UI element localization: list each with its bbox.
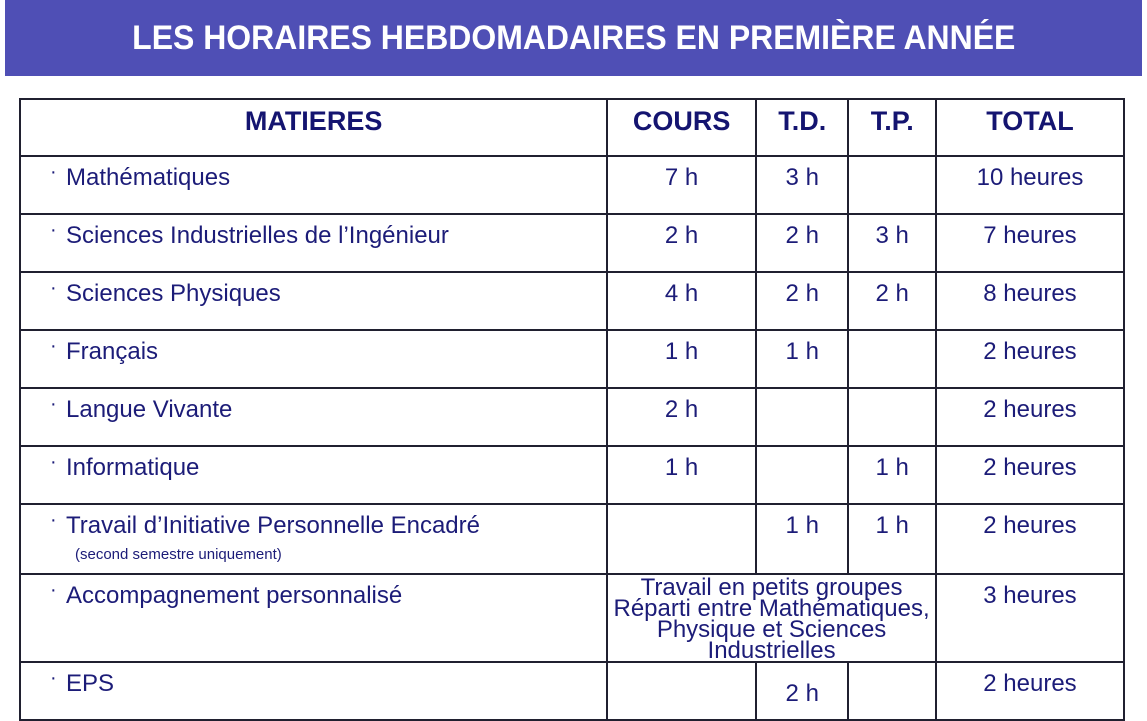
td-cell — [756, 446, 849, 504]
subject-cell — [20, 272, 607, 330]
subject-label: Langue Vivante — [66, 396, 233, 423]
bullet-mark: · — [50, 667, 57, 689]
total-cell: 10 heures — [936, 156, 1124, 214]
cours-cell: 1 h — [607, 330, 756, 388]
tp-cell — [848, 156, 935, 214]
total-cell: 2 heures — [936, 330, 1124, 388]
subject-cell — [20, 330, 607, 388]
bullet-mark: · — [50, 451, 57, 473]
group-work-note — [607, 574, 936, 662]
note-line: Travail en petits groupes — [640, 574, 903, 601]
schedule-table — [19, 98, 1125, 721]
cours-cell: 4 h — [607, 272, 756, 330]
tp-cell — [848, 662, 935, 720]
cours-cell: 7 h — [607, 156, 756, 214]
subject-label: Sciences Industrielles de l’Ingénieur — [66, 222, 449, 249]
subject-cell — [20, 504, 607, 574]
header-td: T.D. — [756, 99, 849, 156]
tp-cell: 3 h — [848, 214, 935, 272]
total-cell: 7 heures — [936, 214, 1124, 272]
subject-cell — [20, 156, 607, 214]
td-cell: 3 h — [756, 156, 849, 214]
subject-label: EPS — [66, 670, 115, 697]
table-row — [20, 446, 1124, 504]
td-cell: 1 h — [756, 330, 849, 388]
table-row — [20, 504, 1124, 574]
tp-cell: 1 h — [848, 446, 935, 504]
subject-cell — [20, 388, 607, 446]
bullet-mark: · — [50, 509, 57, 531]
header-cours: COURS — [607, 99, 756, 156]
subject-cell — [20, 574, 607, 662]
table-row — [20, 214, 1124, 272]
header-tp: T.P. — [848, 99, 935, 156]
bullet-mark: · — [50, 277, 57, 299]
total-cell: 2 heures — [936, 662, 1124, 720]
cours-cell — [607, 662, 756, 720]
bullet-mark: · — [50, 219, 57, 241]
total-cell: 2 heures — [936, 504, 1124, 574]
subject-label: Travail d’Initiative Personnelle Encadré — [66, 512, 480, 539]
cours-cell — [607, 504, 756, 574]
td-cell: 2 h — [756, 214, 849, 272]
table-row — [20, 272, 1124, 330]
page-title: LES HORAIRES HEBDOMADAIRES EN PREMIÈRE ANNÉE — [131, 18, 1016, 57]
title-banner — [5, 0, 1142, 76]
bullet-mark: · — [50, 335, 57, 357]
tp-cell: 1 h — [848, 504, 935, 574]
tp-cell — [848, 388, 935, 446]
td-cell: 1 h — [756, 504, 849, 574]
td-cell: 2 h — [756, 272, 849, 330]
td-cell — [756, 388, 849, 446]
td-cell — [756, 662, 849, 720]
total-cell: 2 heures — [936, 388, 1124, 446]
subject-label: Accompagnement personnalisé — [66, 582, 403, 609]
subject-label: Français — [66, 338, 159, 365]
total-cell: 8 heures — [936, 272, 1124, 330]
cours-cell: 2 h — [607, 388, 756, 446]
td-value: 2 h — [785, 680, 819, 707]
subject-cell — [20, 214, 607, 272]
tp-cell — [848, 330, 935, 388]
table-row — [20, 156, 1124, 214]
subject-note: (second semestre uniquement) — [75, 546, 282, 563]
table-header-row — [20, 99, 1124, 156]
note-line: Physique et Sciences Industrielles — [656, 616, 887, 664]
bullet-mark: · — [50, 161, 57, 183]
subject-cell — [20, 662, 607, 720]
bullet-mark: · — [50, 579, 57, 601]
note-line: Réparti entre Mathématiques, — [613, 595, 930, 622]
subject-label: Informatique — [66, 454, 200, 481]
cours-cell: 2 h — [607, 214, 756, 272]
cours-cell: 1 h — [607, 446, 756, 504]
subject-cell — [20, 446, 607, 504]
table-row — [20, 662, 1124, 720]
total-cell: 2 heures — [936, 446, 1124, 504]
header-total: TOTAL — [936, 99, 1124, 156]
subject-label: Sciences Physiques — [66, 280, 281, 307]
table-row — [20, 330, 1124, 388]
table-row — [20, 388, 1124, 446]
table-row — [20, 574, 1124, 662]
tp-cell: 2 h — [848, 272, 935, 330]
total-cell: 3 heures — [936, 574, 1124, 662]
header-matieres: MATIERES — [20, 99, 607, 156]
subject-label: Mathématiques — [66, 164, 231, 191]
bullet-mark: · — [50, 393, 57, 415]
